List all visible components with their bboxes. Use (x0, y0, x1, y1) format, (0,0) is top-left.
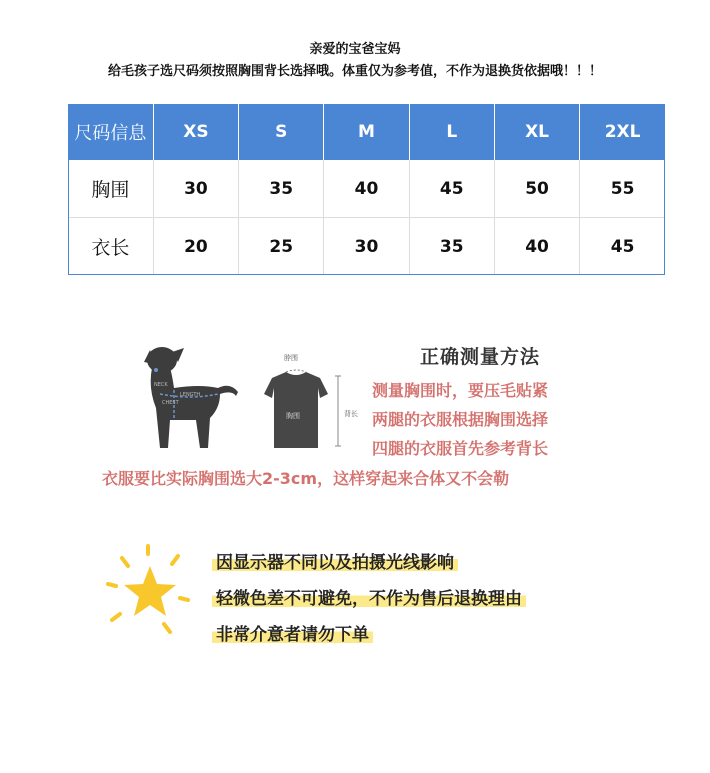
sizing-instruction: 给毛孩子选尺码须按照胸围背长选择哦。体重仅为参考值，不作为退换货依据哦！！！ (107, 64, 602, 79)
length-xs: 20 (153, 218, 238, 276)
length-l: 35 (409, 218, 494, 276)
dog-neck-label: NECK (154, 382, 168, 388)
notice-line-2: 轻微色差不可避免，不作为售后退换理由 (212, 584, 526, 609)
shirt-diagram-icon (264, 353, 358, 448)
dog-chest-label: CHEST (162, 400, 179, 406)
chest-xs: 30 (153, 160, 238, 218)
length-s: 25 (239, 218, 324, 276)
row-label-length: 衣长 (68, 218, 153, 276)
page-header (0, 40, 710, 82)
measure-tip-3: 四腿的衣服首先参考背长 (372, 439, 549, 458)
chest-label: 胸围 (286, 412, 300, 420)
notice-line-3: 非常介意者请勿下单 (212, 620, 373, 645)
dog-silhouette-icon (144, 347, 238, 448)
size-header-2xl: 2XL (580, 104, 665, 160)
star-icon (100, 540, 210, 650)
neck-label: 脖围 (284, 354, 298, 362)
chest-xl: 50 (494, 160, 579, 218)
notice-line-1: 因显示器不同以及拍摄光线影响 (212, 548, 458, 573)
size-header-xs: XS (153, 104, 238, 160)
measure-tip-1: 测量胸围时，要压毛贴紧 (372, 381, 549, 400)
table-row-chest (68, 160, 665, 218)
chest-2xl: 55 (580, 160, 665, 218)
size-header-s: S (239, 104, 324, 160)
table-row-length (68, 218, 665, 276)
size-header-m: M (324, 104, 409, 160)
length-2xl: 45 (610, 236, 635, 257)
chest-s: 35 (239, 160, 324, 218)
greeting-line: 亲爱的宝爸宝妈 (309, 42, 401, 57)
color-notice (100, 540, 600, 660)
size-header-xl: XL (494, 104, 579, 160)
measure-title: 正确测量方法 (420, 346, 541, 368)
chest-m: 40 (324, 160, 409, 218)
size-header-l: L (409, 104, 494, 160)
size-info-header: 尺码信息 (68, 104, 153, 160)
length-m: 30 (324, 218, 409, 276)
measurement-guide (100, 338, 620, 498)
dog-length-label: LENGTH (180, 392, 201, 398)
size-table (68, 104, 665, 275)
length-xl: 40 (494, 218, 579, 276)
back-length-label: 背长 (344, 410, 358, 418)
size-table-header-row (68, 104, 665, 160)
measurement-diagram (100, 338, 370, 458)
measure-tip-2: 两腿的衣服根据胸围选择 (372, 410, 549, 429)
measure-tip-4: 衣服要比实际胸围选大2-3cm，这样穿起来合体又不会勒 (102, 469, 510, 488)
chest-l: 45 (409, 160, 494, 218)
row-label-chest: 胸围 (68, 160, 153, 218)
